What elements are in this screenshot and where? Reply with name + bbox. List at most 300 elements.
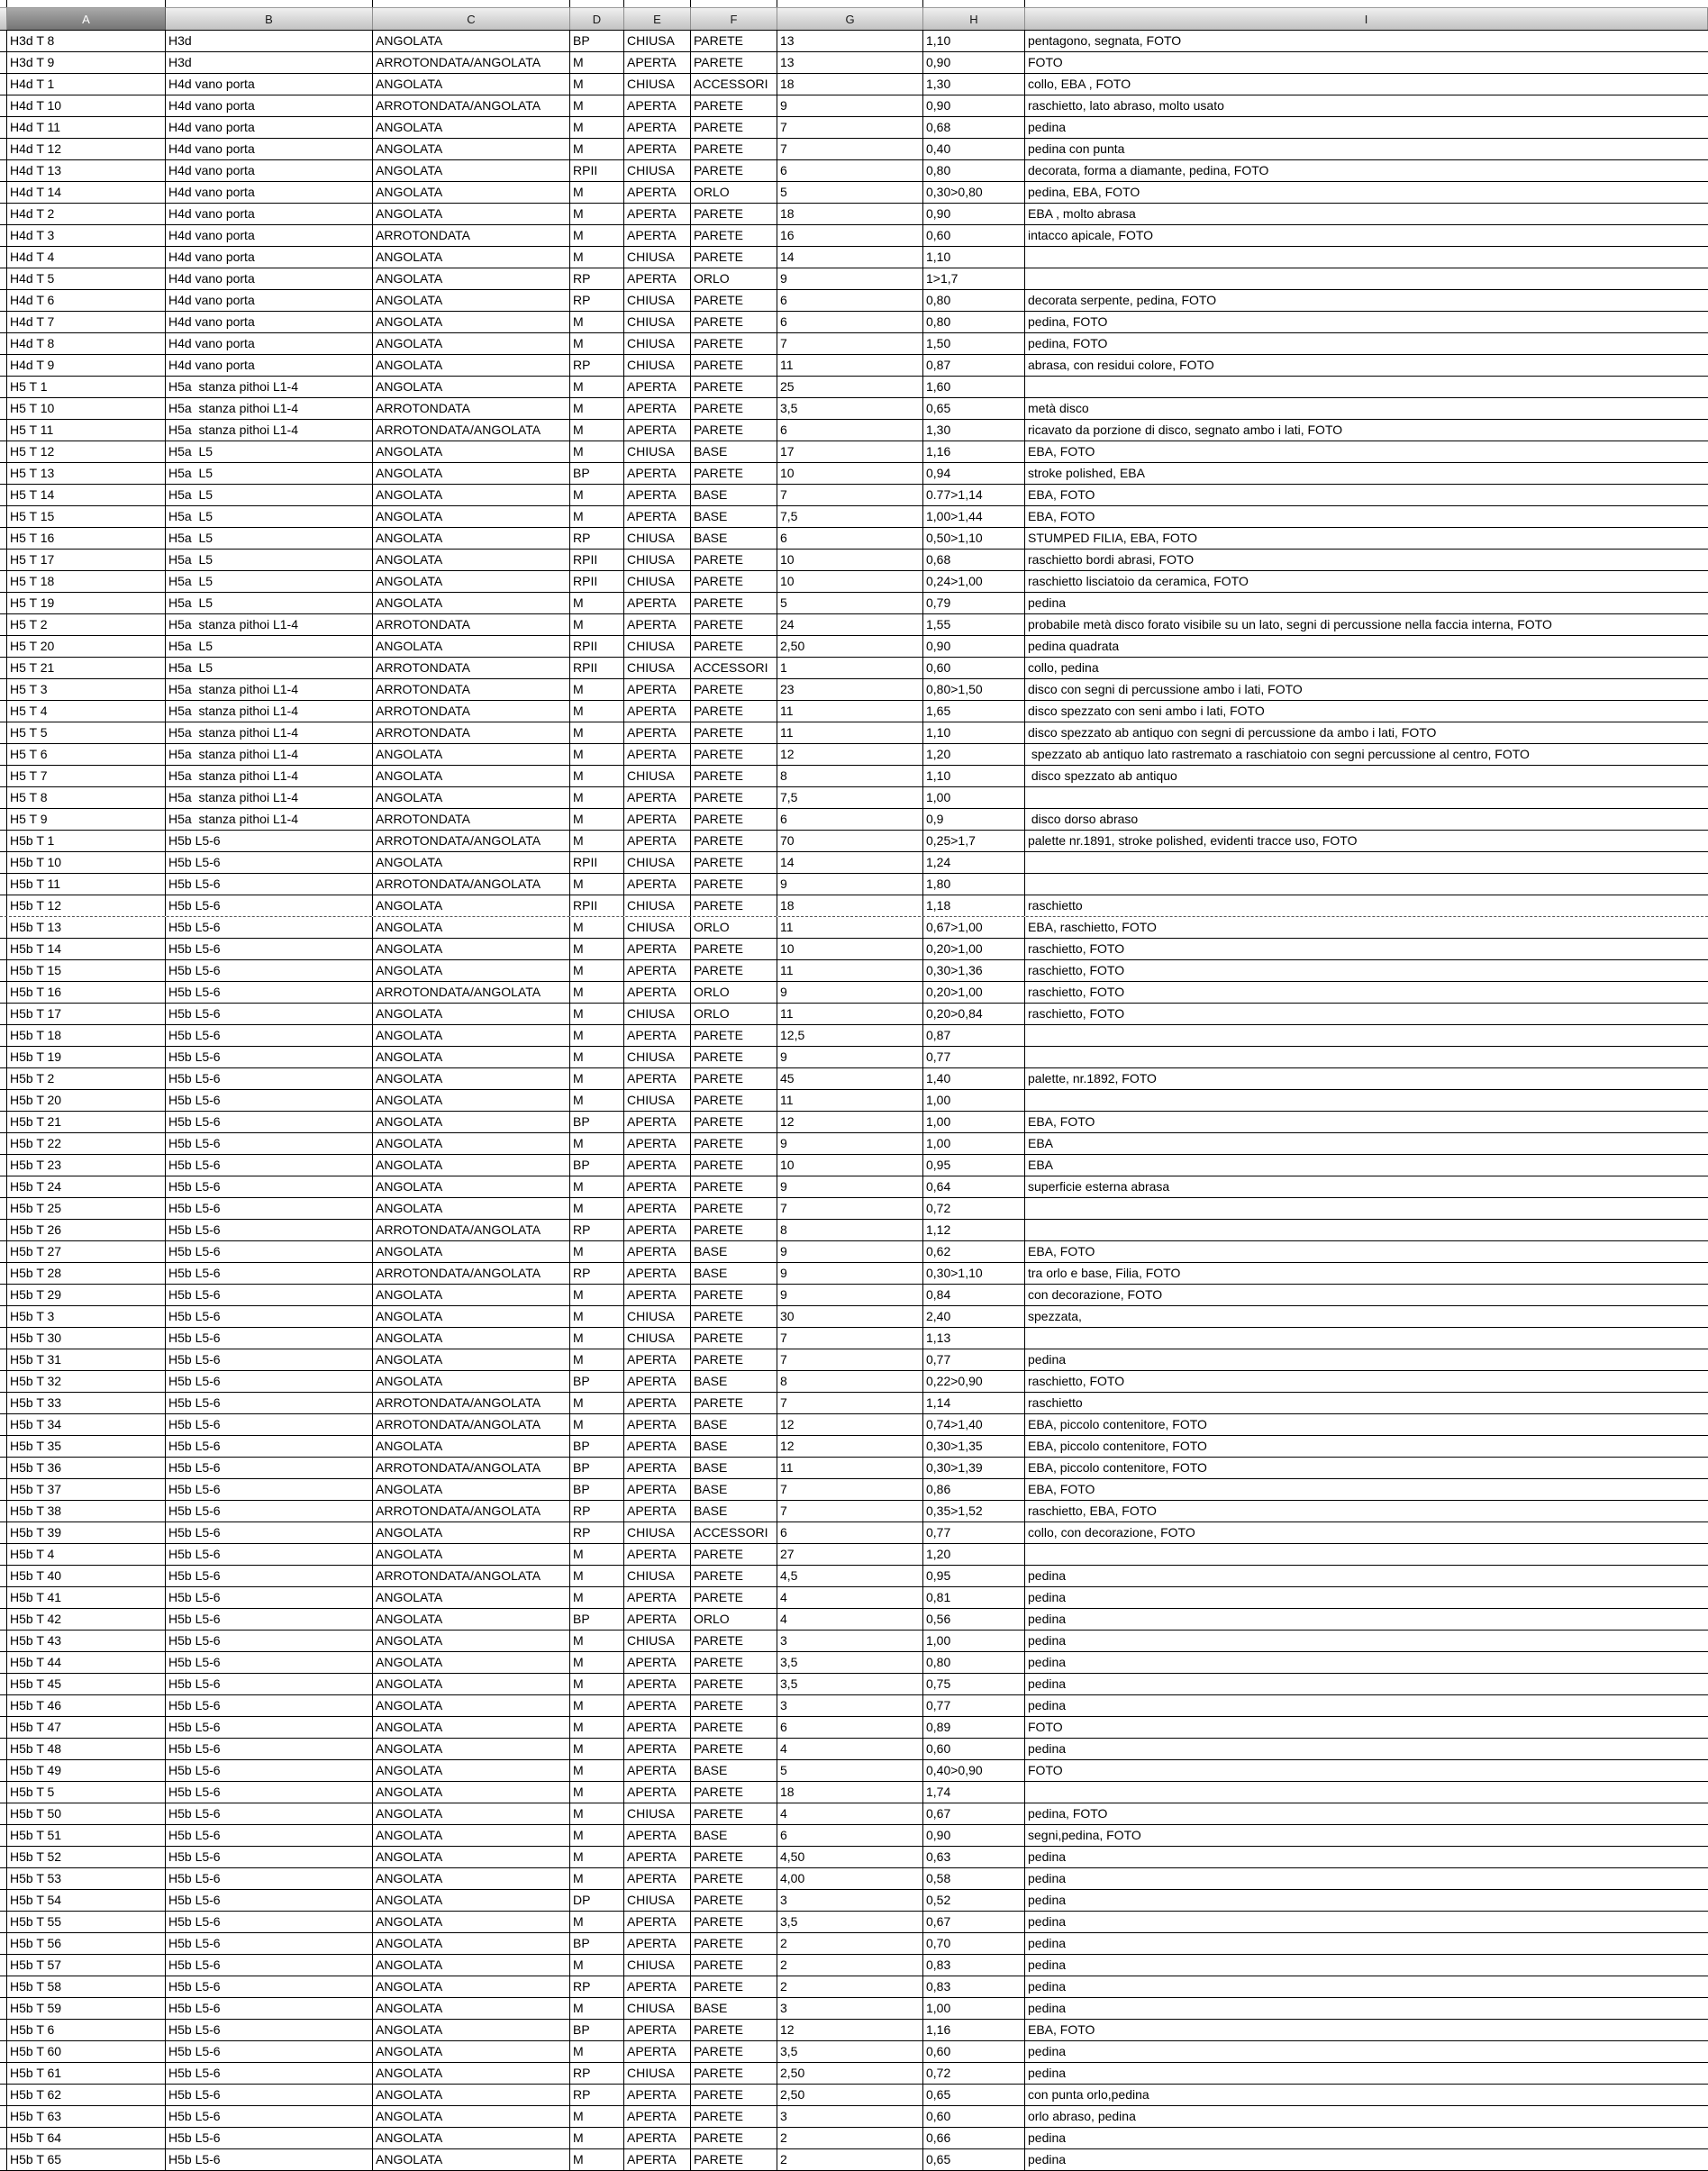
cell-b[interactable]: H5a L5 (166, 636, 373, 657)
cell-g[interactable]: 17 (777, 441, 923, 462)
cell-h[interactable]: 0,60 (923, 658, 1025, 678)
cell-a[interactable]: H4d T 6 (7, 290, 166, 311)
cell-a[interactable]: H5b T 27 (7, 1241, 166, 1262)
cell-g[interactable]: 27 (777, 1544, 923, 1565)
cell-d[interactable]: M (570, 117, 624, 138)
cell-h[interactable]: 1,55 (923, 614, 1025, 635)
cell-h[interactable]: 1,74 (923, 1782, 1025, 1803)
cell-b[interactable]: H5b L5-6 (166, 1609, 373, 1630)
cell-b[interactable]: H5b L5-6 (166, 1890, 373, 1911)
row-number[interactable] (0, 1436, 7, 1457)
cell-i[interactable]: orlo abraso, pedina (1028, 2109, 1136, 2123)
cell-c[interactable]: ANGOLATA (373, 1349, 570, 1370)
cell-e[interactable]: APERTA (624, 982, 691, 1003)
cell-g[interactable]: 7 (777, 1328, 923, 1349)
cell-h[interactable]: 0,68 (923, 550, 1025, 570)
cell-e[interactable]: APERTA (624, 787, 691, 808)
cell-g[interactable]: 8 (777, 1220, 923, 1240)
cell-f[interactable]: ORLO (691, 982, 777, 1003)
cell-h[interactable]: 1,65 (923, 701, 1025, 722)
cell-a[interactable]: H4d T 12 (7, 139, 166, 159)
row-number[interactable] (0, 1868, 7, 1889)
cell-f[interactable]: PARETE (691, 117, 777, 138)
cell-g[interactable]: 9 (777, 95, 923, 116)
cell-i[interactable]: raschietto bordi abrasi, FOTO (1028, 552, 1195, 567)
cell-g[interactable]: 7 (777, 1198, 923, 1219)
cell-f[interactable]: BASE (691, 1458, 777, 1478)
cell-i[interactable]: raschietto lisciatoio da ceramica, FOTO (1028, 574, 1249, 588)
cell-f[interactable]: BASE (691, 441, 777, 462)
cell-g[interactable]: 11 (777, 1458, 923, 1478)
cell-h[interactable]: 0,22>0,90 (923, 1371, 1025, 1392)
cell-c[interactable]: ARROTONDATA/ANGOLATA (373, 1501, 570, 1522)
cell-g[interactable]: 6 (777, 290, 923, 311)
cell-f[interactable]: BASE (691, 1371, 777, 1392)
cell-b[interactable]: H5b L5-6 (166, 1371, 373, 1392)
cell-g[interactable]: 11 (777, 1004, 923, 1024)
cell-h[interactable]: 0,58 (923, 1868, 1025, 1889)
cell-a[interactable]: H5b T 24 (7, 1176, 166, 1197)
cell-f[interactable]: PARETE (691, 679, 777, 700)
cell-h[interactable]: 1,16 (923, 441, 1025, 462)
cell-f[interactable]: PARETE (691, 1133, 777, 1154)
row-number[interactable] (0, 225, 7, 246)
cell-g[interactable]: 3 (777, 1998, 923, 2019)
cell-i[interactable]: pedina (1028, 1676, 1067, 1691)
cell-f[interactable]: PARETE (691, 1047, 777, 1067)
cell-d[interactable]: BP (570, 2020, 624, 2040)
cell-h[interactable]: 0,87 (923, 1025, 1025, 1046)
cell-c[interactable]: ANGOLATA (373, 1025, 570, 1046)
cell-c[interactable]: ANGOLATA (373, 1371, 570, 1392)
cell-a[interactable]: H5b T 11 (7, 874, 166, 895)
cell-e[interactable]: CHIUSA (624, 333, 691, 354)
cell-e[interactable]: APERTA (624, 2085, 691, 2105)
cell-f[interactable]: PARETE (691, 939, 777, 959)
row-number[interactable] (0, 2149, 7, 2170)
cell-b[interactable]: H5b L5-6 (166, 1739, 373, 1759)
cell-b[interactable]: H5b L5-6 (166, 1112, 373, 1132)
cell-d[interactable]: M (570, 744, 624, 765)
cell-d[interactable]: M (570, 1631, 624, 1651)
cell-i[interactable] (1025, 1782, 1708, 1803)
cell-i[interactable]: FOTO (1028, 55, 1063, 69)
cell-i[interactable]: pedina (1028, 1958, 1067, 1972)
cell-f[interactable]: PARETE (691, 31, 777, 51)
cell-h[interactable]: 1,00 (923, 1112, 1025, 1132)
cell-d[interactable]: M (570, 1414, 624, 1435)
cell-h[interactable]: 0,65 (923, 2085, 1025, 2105)
cell-g[interactable]: 7 (777, 117, 923, 138)
cell-b[interactable]: H5b L5-6 (166, 1025, 373, 1046)
cell-e[interactable]: CHIUSA (624, 1890, 691, 1911)
cell-b[interactable]: H5b L5-6 (166, 1544, 373, 1565)
cell-b[interactable]: H5b L5-6 (166, 1155, 373, 1176)
cell-h[interactable]: 0,30>1,35 (923, 1436, 1025, 1457)
cell-c[interactable]: ANGOLATA (373, 1912, 570, 1932)
row-number[interactable] (0, 1825, 7, 1846)
cell-d[interactable]: M (570, 1133, 624, 1154)
cell-h[interactable]: 1,40 (923, 1068, 1025, 1089)
cell-b[interactable]: H5b L5-6 (166, 1803, 373, 1824)
cell-a[interactable]: H5b T 46 (7, 1695, 166, 1716)
cell-f[interactable]: PARETE (691, 2020, 777, 2040)
cell-c[interactable]: ANGOLATA (373, 333, 570, 354)
cell-g[interactable]: 2 (777, 2149, 923, 2170)
cell-g[interactable]: 5 (777, 593, 923, 613)
cell-f[interactable]: PARETE (691, 1328, 777, 1349)
cell-d[interactable]: M (570, 1047, 624, 1067)
cell-f[interactable]: ACCESSORI (691, 1522, 777, 1543)
cell-f[interactable]: PARETE (691, 398, 777, 419)
row-number[interactable] (0, 982, 7, 1003)
cell-c[interactable]: ANGOLATA (373, 939, 570, 959)
cell-g[interactable]: 8 (777, 766, 923, 786)
cell-e[interactable]: CHIUSA (624, 1004, 691, 1024)
row-number[interactable] (0, 463, 7, 484)
row-number[interactable] (0, 182, 7, 203)
cell-b[interactable]: H5b L5-6 (166, 1458, 373, 1478)
cell-c[interactable]: ANGOLATA (373, 1306, 570, 1327)
cell-g[interactable]: 6 (777, 160, 923, 181)
cell-g[interactable]: 5 (777, 1760, 923, 1781)
cell-a[interactable]: H5b T 15 (7, 960, 166, 981)
cell-e[interactable]: APERTA (624, 398, 691, 419)
row-number[interactable] (0, 2041, 7, 2062)
row-number[interactable] (0, 917, 7, 938)
cell-e[interactable]: CHIUSA (624, 895, 691, 916)
cell-f[interactable]: PARETE (691, 290, 777, 311)
cell-c[interactable]: ANGOLATA (373, 182, 570, 203)
cell-c[interactable]: ANGOLATA (373, 636, 570, 657)
cell-b[interactable]: H5b L5-6 (166, 1306, 373, 1327)
cell-a[interactable]: H5b T 35 (7, 1436, 166, 1457)
cell-a[interactable]: H5b T 63 (7, 2106, 166, 2127)
row-number[interactable] (0, 95, 7, 116)
cell-f[interactable]: PARETE (691, 2085, 777, 2105)
cell-d[interactable]: M (570, 377, 624, 397)
cell-d[interactable]: RP (570, 1220, 624, 1240)
cell-c[interactable]: ANGOLATA (373, 2106, 570, 2127)
row-number[interactable] (0, 1458, 7, 1478)
cell-d[interactable]: BP (570, 1933, 624, 1954)
cell-f[interactable]: PARETE (691, 1695, 777, 1716)
cell-h[interactable]: 0,68 (923, 117, 1025, 138)
cell-g[interactable]: 3,5 (777, 1912, 923, 1932)
cell-g[interactable]: 25 (777, 377, 923, 397)
cell-i[interactable] (1025, 377, 1708, 397)
cell-a[interactable]: H5 T 13 (7, 463, 166, 484)
cell-h[interactable]: 0,65 (923, 2149, 1025, 2170)
cell-c[interactable]: ANGOLATA (373, 160, 570, 181)
column-header-h[interactable]: H (923, 7, 1025, 30)
cell-h[interactable]: 0,80>1,50 (923, 679, 1025, 700)
cell-d[interactable]: RPII (570, 658, 624, 678)
cell-d[interactable]: RPII (570, 895, 624, 916)
cell-b[interactable]: H5a stanza pithoi L1-4 (166, 766, 373, 786)
row-number[interactable] (0, 312, 7, 332)
cell-a[interactable]: H5b T 55 (7, 1912, 166, 1932)
cell-i[interactable]: pedina, FOTO (1028, 1806, 1108, 1821)
cell-b[interactable]: H5b L5-6 (166, 1198, 373, 1219)
cell-b[interactable]: H4d vano porta (166, 290, 373, 311)
cell-a[interactable]: H5b T 18 (7, 1025, 166, 1046)
cell-b[interactable]: H5a L5 (166, 550, 373, 570)
cell-d[interactable]: BP (570, 463, 624, 484)
cell-c[interactable]: ARROTONDATA (373, 701, 570, 722)
cell-b[interactable]: H5b L5-6 (166, 2128, 373, 2148)
cell-h[interactable]: 0,74>1,40 (923, 1414, 1025, 1435)
cell-i[interactable]: pedina, EBA, FOTO (1028, 185, 1140, 199)
cell-b[interactable]: H5a L5 (166, 593, 373, 613)
row-number[interactable] (0, 355, 7, 376)
cell-d[interactable]: M (570, 831, 624, 851)
cell-g[interactable]: 9 (777, 1047, 923, 1067)
cell-g[interactable]: 8 (777, 1371, 923, 1392)
cell-g[interactable]: 12 (777, 1436, 923, 1457)
cell-i[interactable]: EBA, piccolo contenitore, FOTO (1028, 1417, 1207, 1431)
cell-g[interactable]: 9 (777, 1133, 923, 1154)
cell-a[interactable]: H5b T 54 (7, 1890, 166, 1911)
cell-c[interactable]: ANGOLATA (373, 1436, 570, 1457)
cell-c[interactable]: ANGOLATA (373, 895, 570, 916)
cell-a[interactable]: H5b T 17 (7, 1004, 166, 1024)
cell-c[interactable]: ARROTONDATA (373, 225, 570, 246)
cell-f[interactable]: PARETE (691, 1025, 777, 1046)
cell-d[interactable]: M (570, 917, 624, 938)
cell-b[interactable]: H5b L5-6 (166, 982, 373, 1003)
cell-c[interactable]: ANGOLATA (373, 917, 570, 938)
cell-a[interactable]: H5b T 1 (7, 831, 166, 851)
cell-i[interactable]: collo, con decorazione, FOTO (1028, 1525, 1195, 1540)
cell-d[interactable]: M (570, 1090, 624, 1111)
row-number[interactable] (0, 1998, 7, 2019)
cell-f[interactable]: ACCESSORI (691, 658, 777, 678)
cell-e[interactable]: APERTA (624, 809, 691, 830)
row-number[interactable] (0, 2106, 7, 2127)
cell-b[interactable]: H5b L5-6 (166, 1847, 373, 1867)
cell-e[interactable]: CHIUSA (624, 658, 691, 678)
cell-g[interactable]: 2,50 (777, 2085, 923, 2105)
column-header-f[interactable]: F (691, 7, 777, 30)
cell-a[interactable]: H5b T 33 (7, 1393, 166, 1413)
cell-d[interactable]: M (570, 1674, 624, 1694)
cell-b[interactable]: H5b L5-6 (166, 1436, 373, 1457)
cell-d[interactable]: M (570, 1955, 624, 1976)
cell-i[interactable]: con punta orlo,pedina (1028, 2087, 1149, 2102)
cell-f[interactable]: PARETE (691, 1285, 777, 1305)
cell-i[interactable] (1025, 1047, 1708, 1067)
cell-d[interactable]: M (570, 1004, 624, 1024)
cell-f[interactable]: PARETE (691, 1155, 777, 1176)
cell-e[interactable]: APERTA (624, 1609, 691, 1630)
cell-b[interactable]: H4d vano porta (166, 247, 373, 268)
cell-e[interactable]: CHIUSA (624, 1803, 691, 1824)
cell-d[interactable]: RPII (570, 852, 624, 873)
cell-c[interactable]: ANGOLATA (373, 1631, 570, 1651)
cell-b[interactable]: H5b L5-6 (166, 2106, 373, 2127)
cell-c[interactable]: ANGOLATA (373, 550, 570, 570)
cell-g[interactable]: 3 (777, 2106, 923, 2127)
cell-f[interactable]: PARETE (691, 52, 777, 73)
cell-c[interactable]: ANGOLATA (373, 1674, 570, 1694)
cell-h[interactable]: 0,40 (923, 139, 1025, 159)
cell-i[interactable]: EBA, FOTO (1028, 2022, 1095, 2037)
row-number[interactable] (0, 2085, 7, 2105)
cell-c[interactable]: ANGOLATA (373, 1868, 570, 1889)
cell-d[interactable]: M (570, 1349, 624, 1370)
cell-i[interactable]: EBA, FOTO (1028, 1114, 1095, 1129)
row-number[interactable] (0, 2063, 7, 2084)
cell-g[interactable]: 9 (777, 1176, 923, 1197)
cell-c[interactable]: ANGOLATA (373, 1479, 570, 1500)
row-number[interactable] (0, 1306, 7, 1327)
cell-b[interactable]: H5a stanza pithoi L1-4 (166, 701, 373, 722)
cell-g[interactable]: 13 (777, 52, 923, 73)
cell-b[interactable]: H4d vano porta (166, 117, 373, 138)
cell-b[interactable]: H5a stanza pithoi L1-4 (166, 744, 373, 765)
cell-g[interactable]: 7,5 (777, 787, 923, 808)
cell-d[interactable]: M (570, 95, 624, 116)
cell-i[interactable]: disco con segni di percussione ambo i lati, FOTO (1028, 682, 1303, 696)
cell-c[interactable]: ANGOLATA (373, 1955, 570, 1976)
cell-f[interactable]: BASE (691, 506, 777, 527)
cell-c[interactable]: ANGOLATA (373, 1285, 570, 1305)
cell-a[interactable]: H4d T 4 (7, 247, 166, 268)
cell-i[interactable]: disco spezzato ab antiquo con segni di percussione da ambo i lati, FOTO (1028, 725, 1437, 740)
row-number[interactable] (0, 290, 7, 311)
cell-d[interactable]: M (570, 1998, 624, 2019)
cell-h[interactable]: 0,64 (923, 1176, 1025, 1197)
cell-e[interactable]: APERTA (624, 614, 691, 635)
row-number[interactable] (0, 74, 7, 95)
cell-f[interactable]: BASE (691, 1414, 777, 1435)
cell-e[interactable]: APERTA (624, 1112, 691, 1132)
cell-f[interactable]: PARETE (691, 1349, 777, 1370)
cell-e[interactable]: APERTA (624, 939, 691, 959)
cell-d[interactable]: BP (570, 1371, 624, 1392)
cell-e[interactable]: APERTA (624, 1782, 691, 1803)
cell-d[interactable]: M (570, 1544, 624, 1565)
cell-i[interactable]: metà disco (1028, 401, 1089, 415)
cell-b[interactable]: H4d vano porta (166, 139, 373, 159)
cell-c[interactable]: ANGOLATA (373, 960, 570, 981)
cell-i[interactable]: pedina (1028, 1612, 1067, 1626)
row-number[interactable] (0, 874, 7, 895)
cell-d[interactable]: M (570, 766, 624, 786)
cell-i[interactable]: pedina (1028, 1849, 1067, 1864)
cell-f[interactable]: ORLO (691, 268, 777, 289)
cell-g[interactable]: 1 (777, 658, 923, 678)
row-number[interactable] (0, 1674, 7, 1694)
cell-g[interactable]: 9 (777, 268, 923, 289)
row-number[interactable] (0, 441, 7, 462)
cell-f[interactable]: PARETE (691, 247, 777, 268)
cell-b[interactable]: H5b L5-6 (166, 917, 373, 938)
cell-e[interactable]: APERTA (624, 204, 691, 224)
cell-i[interactable]: pedina, FOTO (1028, 314, 1108, 329)
cell-i[interactable] (1025, 1220, 1708, 1240)
cell-g[interactable]: 10 (777, 463, 923, 484)
cell-h[interactable]: 0,87 (923, 355, 1025, 376)
cell-e[interactable]: APERTA (624, 1393, 691, 1413)
cell-i[interactable]: raschietto, FOTO (1028, 985, 1125, 999)
cell-e[interactable]: APERTA (624, 485, 691, 505)
cell-h[interactable]: 1,00 (923, 1133, 1025, 1154)
cell-a[interactable]: H5b T 45 (7, 1674, 166, 1694)
cell-d[interactable]: RPII (570, 571, 624, 592)
row-number[interactable] (0, 268, 7, 289)
cell-b[interactable]: H5b L5-6 (166, 1349, 373, 1370)
cell-b[interactable]: H5b L5-6 (166, 1631, 373, 1651)
cell-f[interactable]: PARETE (691, 722, 777, 743)
row-number[interactable] (0, 1587, 7, 1608)
cell-g[interactable]: 3,5 (777, 1652, 923, 1673)
cell-b[interactable]: H5b L5-6 (166, 1933, 373, 1954)
cell-h[interactable]: 0,30>1,10 (923, 1263, 1025, 1284)
row-number[interactable] (0, 1803, 7, 1824)
row-number[interactable] (0, 1004, 7, 1024)
cell-f[interactable]: PARETE (691, 1587, 777, 1608)
cell-g[interactable]: 10 (777, 550, 923, 570)
cell-c[interactable]: ANGOLATA (373, 1803, 570, 1824)
cell-c[interactable]: ANGOLATA (373, 1155, 570, 1176)
cell-h[interactable]: 0,80 (923, 290, 1025, 311)
cell-g[interactable]: 2,50 (777, 2063, 923, 2084)
cell-b[interactable]: H5a stanza pithoi L1-4 (166, 809, 373, 830)
cell-b[interactable]: H5b L5-6 (166, 1047, 373, 1067)
cell-b[interactable]: H5a L5 (166, 658, 373, 678)
cell-a[interactable]: H3d T 9 (7, 52, 166, 73)
cell-g[interactable]: 70 (777, 831, 923, 851)
cell-a[interactable]: H5b T 3 (7, 1306, 166, 1327)
cell-a[interactable]: H5 T 1 (7, 377, 166, 397)
cell-f[interactable]: PARETE (691, 614, 777, 635)
cell-a[interactable]: H5b T 48 (7, 1739, 166, 1759)
row-number[interactable] (0, 1933, 7, 1954)
cell-c[interactable]: ANGOLATA (373, 2041, 570, 2062)
cell-e[interactable]: APERTA (624, 2149, 691, 2170)
cell-a[interactable]: H5 T 14 (7, 485, 166, 505)
row-number[interactable] (0, 528, 7, 549)
cell-c[interactable]: ANGOLATA (373, 1652, 570, 1673)
cell-i[interactable]: palette, nr.1892, FOTO (1028, 1071, 1157, 1086)
cell-a[interactable]: H5 T 7 (7, 766, 166, 786)
cell-a[interactable]: H5b T 30 (7, 1328, 166, 1349)
cell-a[interactable]: H4d T 2 (7, 204, 166, 224)
cell-c[interactable]: ANGOLATA (373, 74, 570, 95)
row-number[interactable] (0, 1328, 7, 1349)
cell-i[interactable]: tra orlo e base, Filia, FOTO (1028, 1266, 1181, 1280)
cell-f[interactable]: PARETE (691, 571, 777, 592)
cell-e[interactable]: APERTA (624, 1458, 691, 1478)
row-number[interactable] (0, 31, 7, 51)
cell-g[interactable]: 6 (777, 312, 923, 332)
cell-c[interactable]: ANGOLATA (373, 1760, 570, 1781)
cell-b[interactable]: H4d vano porta (166, 333, 373, 354)
cell-h[interactable]: 0,90 (923, 204, 1025, 224)
row-number[interactable] (0, 52, 7, 73)
cell-i[interactable]: superficie esterna abrasa (1028, 1179, 1170, 1194)
cell-g[interactable]: 12 (777, 744, 923, 765)
cell-a[interactable]: H5 T 11 (7, 420, 166, 441)
cell-g[interactable]: 4 (777, 1609, 923, 1630)
cell-e[interactable]: APERTA (624, 182, 691, 203)
cell-i[interactable]: raschietto (1028, 1395, 1083, 1410)
cell-h[interactable]: 0,60 (923, 2041, 1025, 2062)
cell-i[interactable]: ricavato da porzione di disco, segnato ambo i lati, FOTO (1028, 422, 1343, 437)
cell-g[interactable]: 4 (777, 1803, 923, 1824)
